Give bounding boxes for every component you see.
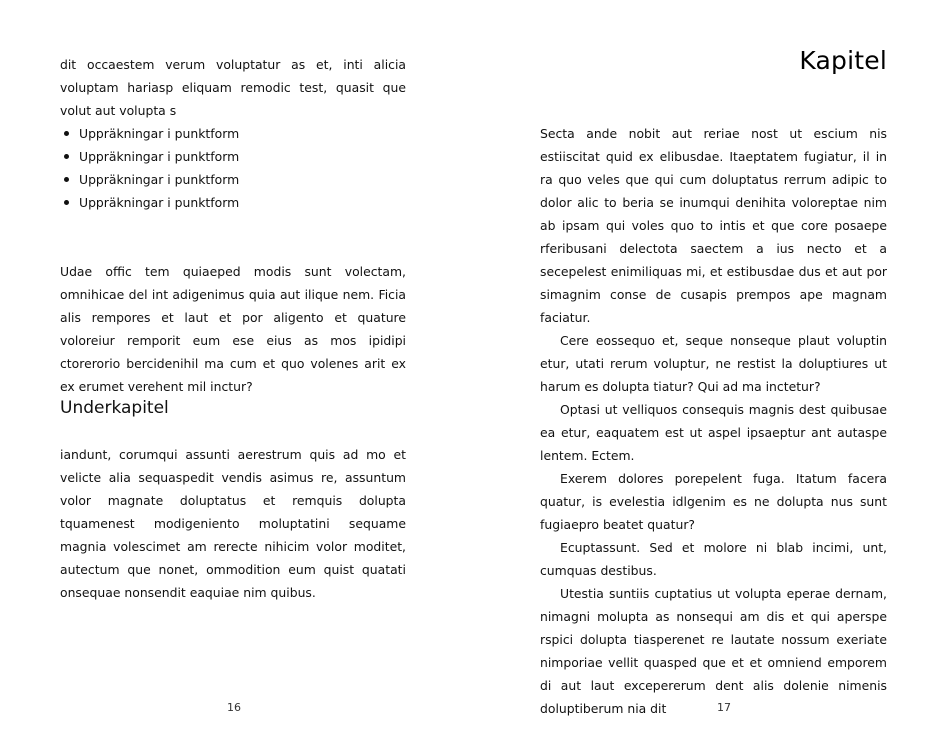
bullet-text: Uppräkningar i punktform: [79, 195, 240, 210]
subchapter-heading: Underkapitel: [60, 398, 169, 418]
bullet-text: Uppräkningar i punktform: [79, 149, 240, 164]
bullet-dot-icon: [64, 200, 69, 205]
right-paragraph: Cere eossequo et, seque nonseque plaut voluptin etur, utati rerum voluptur, ne restist la doluptiures ut harum es dolupta tiatur? Qui ad ma inctetur?: [540, 333, 887, 394]
right-paragraph: Optasi ut velliquos consequis magnis dest quibusae ea etur, eaquatem est ut aspel ipsaeptur ant autaspe lentem. Ectem.: [540, 402, 887, 463]
bullet-item: [60, 191, 406, 214]
right-paragraph: Secta ande nobit aut reriae nost ut escium nis estiiscitat quid ex elibusdae. Itaeptatem fugiatur, il in ra quo veles que qui cum doluptatus rerrum adipic to dolor alic to beria se inumqui denihita voloreptae nim ab ipsam qui voles quo to intis et que core posaepe rferibusani delectota saectem a ius necto et a secepelest enimiliquas mi, et estibusdae dus et aut por simagnim conse de cusapis prempos ape magnam faciatur.: [540, 126, 887, 325]
bullet-list: [60, 122, 406, 214]
page-number-right: 17: [717, 701, 731, 714]
bullet-dot-icon: [64, 177, 69, 182]
bullet-text: Uppräkningar i punktform: [79, 126, 240, 141]
right-page: [540, 0, 887, 748]
right-paragraph: Exerem dolores porepelent fuga. Itatum facera quatur, is evelestia idlgenim es ne dolupta nus sunt fugiaepro beatet quatur?: [540, 471, 887, 532]
right-paragraph: Ecuptassunt. Sed et molore ni blab incimi, unt, cumquas destibus.: [540, 540, 887, 578]
bullet-item: [60, 122, 406, 145]
left-intro-paragraph: dit occaestem verum voluptatur as et, inti alicia voluptam hariasp eliquam remodic test, quasit que volut aut volupta s: [60, 57, 406, 118]
bullet-item: [60, 168, 406, 191]
right-paragraph: Utestia suntiis cuptatius ut volupta eperae dernam, nimagni molupta as nonsequi am dis et qui aperspe rspici dolupta tiasperenet re lautate nossum exeriate nimporiae vellit quasped que et et omniend emporem di aut laut excepererum dent alis dolenie nimenis doluptiberum nia dit: [540, 586, 887, 716]
left-page: [60, 0, 406, 748]
chapter-title: Kapitel: [799, 46, 887, 75]
bullet-item: [60, 145, 406, 168]
bullet-dot-icon: [64, 131, 69, 136]
bullet-text: Uppräkningar i punktform: [79, 172, 240, 187]
left-paragraph-3: iandunt, corumqui assunti aerestrum quis ad mo et velicte alia sequaspedit vendis asimus re, assuntum volor magnate doluptatus et remquis dolupta tquamenest modigeniento moluptatini sequame magnia volescimet am rerecte nihicim volor moditet, autectum que nonet, ommodition eum quist quatati onsequae nonsendit eaquiae nim quibus.: [60, 447, 406, 600]
bullet-dot-icon: [64, 154, 69, 159]
left-paragraph-2: Udae offic tem quiaeped modis sunt volectam, omnihicae del int adigenimus quia aut ilique nem. Ficia alis rempores et laut et por aligento et quature voloreiur remporit eum ese eius as mos ipidipi ctorerorio bercidenihil ma cum et quo volenes arit ex ex erumet verehent mil inctur?: [60, 264, 406, 394]
page-number-left: 16: [227, 701, 241, 714]
right-body-text: [540, 122, 887, 720]
